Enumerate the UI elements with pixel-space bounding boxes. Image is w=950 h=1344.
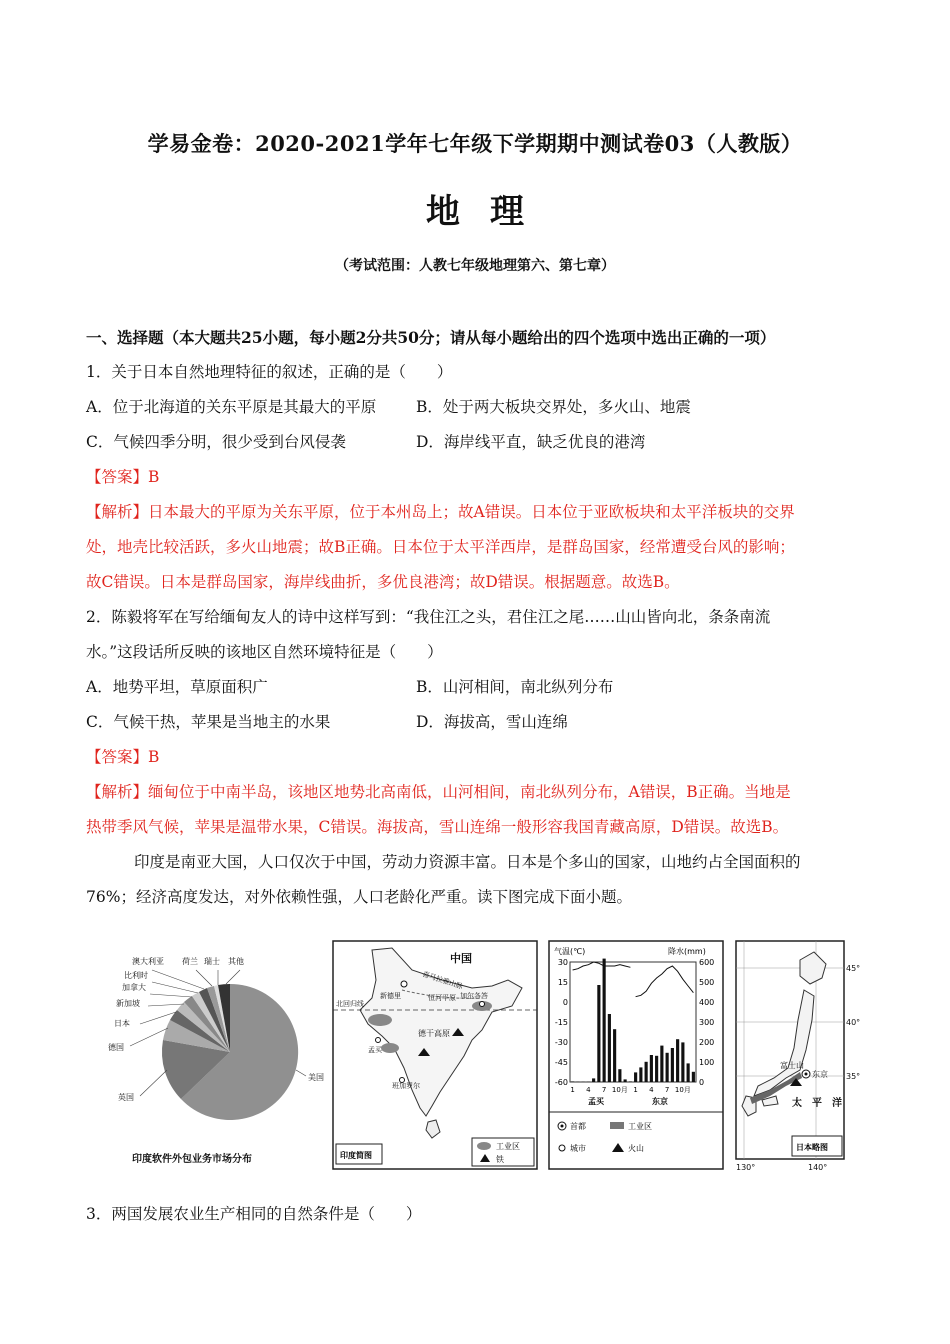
label-mumbai: 孟买: [368, 1046, 382, 1054]
label-deccan: 德干高原: [418, 1029, 450, 1038]
q1-option-d[interactable]: D．海岸线平直，缺乏优良的港湾: [416, 433, 646, 451]
tokyo-precip-bar: [655, 1056, 658, 1082]
question-body: [86, 320, 866, 915]
climate-x-tick: 4: [586, 1086, 591, 1094]
tokyo-precip-bar: [681, 1042, 684, 1082]
pie-label: 英国: [118, 1093, 134, 1102]
pie-label: 其他: [228, 957, 244, 966]
q1-option-a[interactable]: A．位于北海道的关东平原是其最大的平原: [86, 398, 377, 416]
climate-left-tick: -15: [554, 1018, 568, 1027]
pie-label: 加拿大: [122, 983, 146, 992]
q2-option-c[interactable]: C．气候干热，苹果是当地主的水果: [86, 713, 331, 731]
industry-area: [368, 1014, 392, 1026]
subject-title: 地理: [426, 192, 554, 232]
label-lon-140: 140°: [808, 1163, 828, 1172]
mumbai-precip-bar: [603, 959, 606, 1082]
legend-industry-swatch: [610, 1122, 624, 1129]
q1-option-b[interactable]: B．处于两大板块交界处，多火山、地震: [416, 398, 691, 416]
legend-industry-label: 工业区: [628, 1122, 652, 1131]
legend-industry-swatch: [477, 1142, 491, 1150]
q1-options-row1: [86, 390, 866, 425]
label-new-delhi: 新德里: [380, 992, 401, 1000]
label-bangalore: 班加罗尔: [392, 1082, 420, 1090]
passage-line1: 印度是南亚大国，人口仅次于中国，劳动力资源丰富。日本是个多山的国家，山地约占全国面积的: [134, 853, 801, 871]
climate-left-tick: 30: [557, 958, 568, 967]
q3-stem: 3．两国发展农业生产相同的自然条件是（ ）: [86, 1205, 422, 1223]
pie-label: 荷兰: [182, 957, 198, 966]
q1-stem: 1．关于日本自然地理特征的叙述，正确的是（ ）: [86, 363, 453, 381]
q1-answer: 【答案】B: [86, 468, 160, 486]
tokyo-precip-bar: [666, 1053, 669, 1082]
climate-right-tick: 200: [699, 1038, 715, 1047]
tokyo-precip-bar: [692, 1072, 695, 1082]
q1-analysis-line: 故C错误。日本是群岛国家，海岸线曲折，多优良港湾；故D错误。根据题意。故选B。: [86, 573, 680, 591]
pie-label: 日本: [114, 1019, 130, 1028]
label-lon-130: 130°: [736, 1163, 756, 1172]
figure-row: [100, 940, 860, 1172]
tokyo-precip-bar: [639, 1067, 642, 1082]
legend-industry-label: 工业区: [496, 1142, 520, 1151]
mumbai-precip-bar: [608, 1014, 611, 1082]
industry-area: [381, 1043, 399, 1053]
city-icon: [376, 1038, 381, 1043]
q2-analysis-line: 热带季风气候，苹果是温带水果，C错误。海拔高，雪山连绵一般形容我国青藏高原，D错误。故选B。: [86, 818, 789, 836]
label-himalaya: 喜马拉雅山脉: [421, 970, 464, 991]
climate-left-tick: -60: [554, 1078, 568, 1087]
city-icon: [480, 1002, 485, 1007]
climate-y-left-title: 气温(℃): [554, 947, 586, 956]
q2-option-a[interactable]: A．地势平坦，草原面积广: [86, 678, 268, 696]
q2-option-d[interactable]: D．海拔高，雪山连绵: [416, 713, 568, 731]
label-tokyo: 东京: [812, 1070, 828, 1079]
pie-slices: [162, 984, 298, 1120]
climate-city-b: 东京: [652, 1097, 668, 1106]
mumbai-precip-bar: [624, 1079, 627, 1082]
label-kolkata: 加尔各答: [460, 992, 488, 1000]
mumbai-precip-bar: [618, 1069, 621, 1082]
capital-icon: [401, 981, 407, 987]
q1-option-c[interactable]: C．气候四季分明，很少受到台风侵袭: [86, 433, 346, 451]
climate-x-tick: 4: [649, 1086, 654, 1094]
tokyo-precip-bar: [671, 1048, 674, 1082]
pie-label: 瑞士: [204, 957, 220, 966]
climate-right-tick: 100: [699, 1058, 715, 1067]
pie-chart-figure: [100, 940, 332, 1172]
tokyo-precip-bar: [634, 1072, 637, 1082]
legend-capital-dot: [561, 1125, 564, 1128]
climate-right-tick: 0: [699, 1078, 705, 1087]
climate-left-tick: -30: [554, 1038, 568, 1047]
japan-map-frame: [736, 941, 844, 1159]
climate-x-tick: 7: [601, 1086, 607, 1094]
tokyo-precip-bar: [660, 1046, 663, 1082]
climate-x-tick: 10月: [674, 1086, 691, 1094]
climate-right-tick: 600: [699, 958, 715, 967]
pie-label: 美国: [308, 1073, 324, 1082]
label-ganges-plain: 恒河平原: [428, 994, 456, 1002]
q1-analysis-line: 处，地壳比较活跃，多火山地震；故B正确。日本位于太平洋西岸，是群岛国家，经常遭受台风的影响；: [86, 538, 795, 556]
tokyo-precip-bar: [676, 1039, 679, 1082]
label-china: 中国: [450, 952, 472, 965]
exam-title: 学易金卷：2020-2021学年七年级下学期期中测试卷03（人教版）: [147, 131, 803, 156]
climate-x-tick: 1: [570, 1086, 575, 1094]
mumbai-precip-bar: [571, 1081, 574, 1082]
label-pacific: 太 平 洋: [792, 1098, 842, 1109]
mumbai-precip-bar: [592, 1078, 595, 1082]
label-lat-45: 45°: [846, 964, 860, 973]
q2-analysis-line: 【解析】缅甸位于中南半岛，该地区地势北高南低，山河相间，南北纵列分布，A错误，B正确。当地是: [86, 783, 791, 801]
tokyo-capital-dot: [805, 1073, 808, 1076]
climate-right-tick: 300: [699, 1018, 715, 1027]
legend-volcano-label: 火山: [628, 1144, 644, 1153]
tokyo-precip-bar: [687, 1063, 690, 1082]
q2-options-row2: [86, 705, 866, 740]
label-fuji: 富士山: [780, 1061, 804, 1070]
label-lat-40: 40°: [846, 1018, 860, 1027]
climate-x-tick: 1: [633, 1086, 638, 1094]
pie-label: 澳大利亚: [132, 957, 164, 966]
label-lat-35: 35°: [846, 1072, 860, 1081]
climate-right-tick: 400: [699, 998, 715, 1007]
legend-city-label: 城市: [570, 1144, 586, 1153]
pie-label: 新加坡: [116, 999, 140, 1008]
q2-option-b[interactable]: B．山河相间，南北纵列分布: [416, 678, 614, 696]
legend-city-icon: [559, 1145, 565, 1151]
pie-label: 德国: [108, 1043, 124, 1052]
japan-map-title: 日本略图: [796, 1143, 828, 1152]
india-map-title: 印度简图: [340, 1151, 372, 1160]
pie-label: 比利时: [124, 971, 148, 980]
tokyo-precip-bar: [650, 1055, 653, 1082]
climate-left-tick: -45: [554, 1058, 568, 1067]
india-map-figure: [332, 940, 538, 1172]
climate-x-tick: 10月: [611, 1086, 628, 1094]
mumbai-precip-bar: [629, 1081, 632, 1082]
climate-left-tick: 0: [562, 998, 568, 1007]
mumbai-precip-bar: [613, 1029, 616, 1082]
q2-stem-line1: 2．陈毅将军在写给缅甸友人的诗中这样写到：“我住江之头，君住江之尾……山山皆向北，条条南流: [86, 608, 771, 626]
climate-frame: [549, 941, 723, 1169]
tokyo-precip-bar: [645, 1062, 648, 1082]
climate-y-right-title: 降水(mm): [668, 947, 706, 956]
legend-iron-label: 铁: [496, 1155, 504, 1164]
japan-map-figure: [730, 940, 860, 1172]
passage-line2: 76%；经济高度发达，对外依赖性强，人口老龄化严重。读下图完成下面小题。: [86, 888, 632, 906]
label-tropic: 北回归线: [336, 1000, 364, 1008]
climate-city-a: 孟买: [588, 1097, 604, 1106]
q1-analysis-line: 【解析】日本最大的平原为关东平原，位于本州岛上；故A错误。日本位于亚欧板块和太平洋板块的交界: [86, 503, 795, 521]
q1-options-row2: [86, 425, 866, 460]
q2-options-row1: [86, 670, 866, 705]
q2-stem-line2: 水。”这段话所反映的该地区自然环境特征是（ ）: [86, 643, 443, 661]
legend-capital-label: 首都: [570, 1122, 586, 1131]
climate-left-tick: 15: [557, 978, 568, 987]
q2-answer: 【答案】B: [86, 748, 160, 766]
climate-x-tick: 7: [664, 1086, 670, 1094]
exam-scope: （考试范围：人教七年级地理第六、第七章）: [335, 258, 615, 274]
climate-chart-figure: [548, 940, 724, 1172]
climate-right-tick: 500: [699, 978, 715, 987]
pie-caption: 印度软件外包业务市场分布: [132, 1154, 252, 1165]
mumbai-precip-bar: [597, 985, 600, 1082]
section-heading: 一、选择题（本大题共25小题，每小题2分共50分；请从每小题给出的四个选项中选出正确的一项）: [86, 328, 776, 347]
